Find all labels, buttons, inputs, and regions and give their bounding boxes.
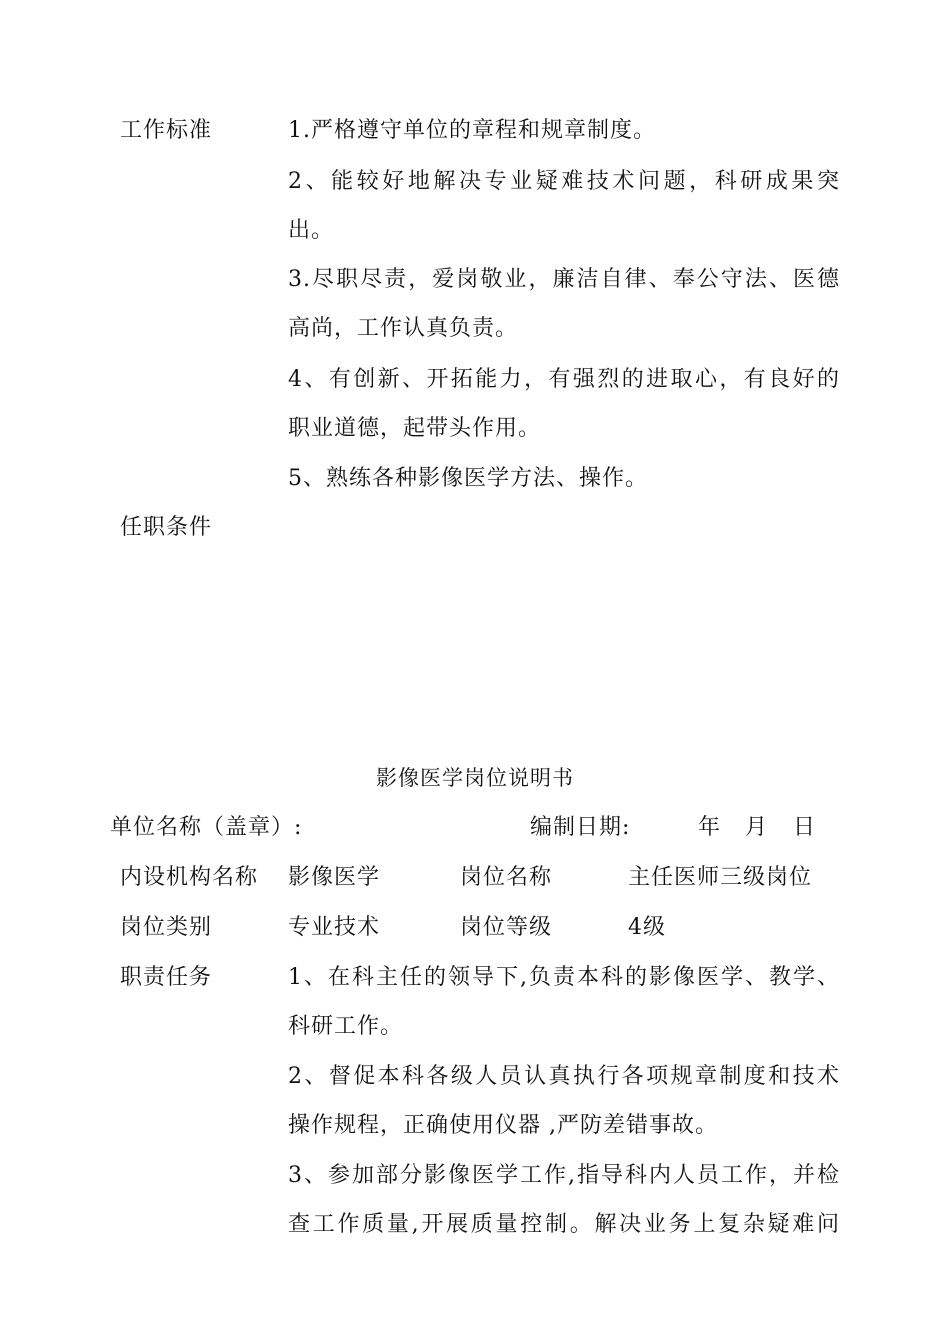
work-standard-line-2: 2、能较好地解决专业疑难技术问题，科研成果突	[288, 169, 840, 194]
unit-name-label: 单位名称（盖章）:	[110, 815, 303, 840]
work-standard-line-6: 4、有创新、开拓能力，有强烈的进取心，有良好的	[288, 367, 840, 392]
work-standard-line-7: 职业道德，起带头作用。	[288, 416, 542, 441]
department-value: 影像医学	[288, 865, 381, 890]
position-category-value: 专业技术	[288, 915, 381, 940]
position-name-label: 岗位名称	[460, 865, 553, 890]
work-standard-line-3: 出。	[288, 218, 335, 243]
document-title: 影像医学岗位说明书	[376, 766, 574, 790]
date-month-label: 月	[745, 815, 768, 840]
work-standard-label: 工作标准	[120, 118, 213, 143]
qualification-label: 任职条件	[120, 515, 213, 540]
position-grade-label: 岗位等级	[460, 915, 553, 940]
duties-line-6: 查工作质量,开展质量控制。解决业务上复杂疑难问	[288, 1212, 840, 1237]
duties-line-1: 1、在科主任的领导下,负责本科的影像医学、教学、	[288, 965, 840, 990]
work-standard-line-5: 高尚，工作认真负责。	[288, 316, 519, 341]
department-label: 内设机构名称	[120, 865, 259, 890]
duties-label: 职责任务	[120, 965, 213, 990]
date-day-label: 日	[793, 815, 816, 840]
position-grade-value: 4级	[628, 915, 666, 940]
work-standard-line-4: 3.尽职尽责，爱岗敬业，廉洁自律、奉公守法、医德	[288, 267, 840, 292]
work-standard-line-8: 5、熟练各种影像医学方法、操作。	[288, 466, 648, 491]
duties-line-2: 科研工作。	[288, 1014, 404, 1039]
position-name-value: 主任医师三级岗位	[628, 865, 813, 890]
position-category-label: 岗位类别	[120, 915, 213, 940]
date-year-label: 年	[698, 815, 721, 840]
duties-line-4: 操作规程，正确使用仪器 ,严防差错事故。	[288, 1113, 718, 1138]
duties-line-3: 2、督促本科各级人员认真执行各项规章制度和技术	[288, 1064, 840, 1089]
duties-line-5: 3、参加部分影像医学工作,指导科内人员工作，并检	[288, 1163, 840, 1188]
work-standard-line-1: 1.严格遵守单位的章程和规章制度。	[288, 118, 656, 143]
date-label: 编制日期:	[530, 815, 631, 840]
